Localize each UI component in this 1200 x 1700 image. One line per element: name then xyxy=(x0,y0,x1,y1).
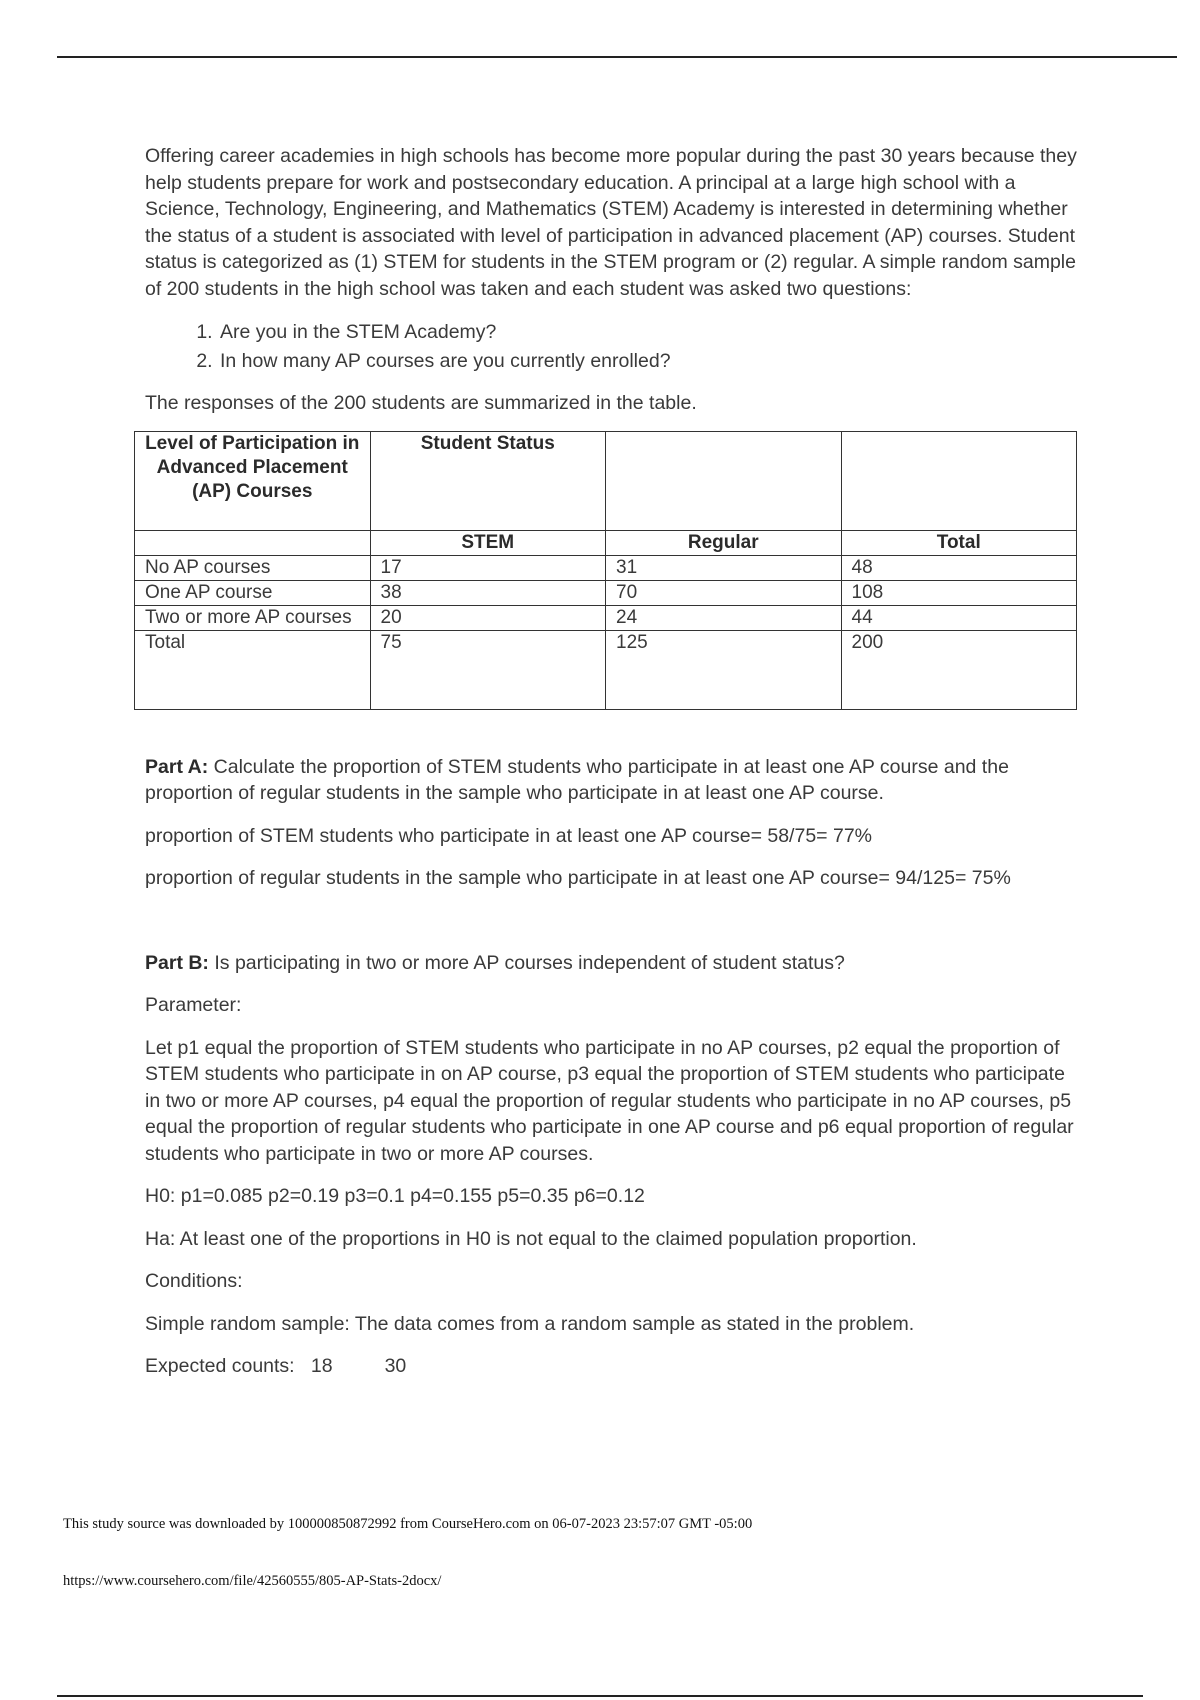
table-subheader-row xyxy=(135,530,1077,555)
null-hypothesis: H0: p1=0.085 p2=0.19 p3=0.1 p4=0.155 p5=0.35 p6=0.12 xyxy=(145,1185,645,1207)
cell-regular: 31 xyxy=(606,555,842,580)
row-label: No AP courses xyxy=(135,555,371,580)
cell-regular: 24 xyxy=(606,605,842,630)
table-row xyxy=(135,605,1077,630)
part-b-label: Part B: xyxy=(145,951,209,974)
top-rule xyxy=(57,56,1177,58)
col-header-stem: STEM xyxy=(370,530,606,555)
document-body xyxy=(145,143,1085,1380)
cell-stem: 20 xyxy=(370,605,606,630)
empty-header xyxy=(841,431,1077,530)
cell-total: 108 xyxy=(841,580,1077,605)
table-row xyxy=(135,555,1077,580)
question-list xyxy=(145,318,1085,376)
cell-stem: 38 xyxy=(370,580,606,605)
part-a-label: Part A: xyxy=(145,755,209,778)
expected-value: 18 xyxy=(310,1355,333,1377)
cell-stem: 17 xyxy=(370,555,606,580)
question-item: 2. In how many AP courses are you currently enrolled? xyxy=(218,347,1085,376)
expected-counts xyxy=(145,1353,1085,1380)
row-label: Total xyxy=(135,630,371,709)
parameter-heading: Parameter: xyxy=(145,994,242,1016)
part-b-question xyxy=(145,950,1085,977)
row-label: One AP course xyxy=(135,580,371,605)
group-header: Student Status xyxy=(370,431,606,530)
expected-value: 30 xyxy=(384,1355,407,1377)
table-row-total xyxy=(135,630,1077,709)
expected-label: Expected counts: xyxy=(145,1355,295,1377)
part-a-question xyxy=(145,754,1085,807)
cell-total: 44 xyxy=(841,605,1077,630)
part-a-answer-regular: proportion of regular students in the sample who participate in at least one AP course= 94/125= 75% xyxy=(145,867,1011,889)
source-url[interactable]: https://www.coursehero.com/file/42560555/805-AP-Stats-2docx/ xyxy=(63,1573,442,1589)
corner-header: Level of Participation in Advanced Placement (AP) Courses xyxy=(135,431,371,530)
cell-stem: 75 xyxy=(370,630,606,709)
responses-table xyxy=(134,431,1077,710)
empty-header xyxy=(606,431,842,530)
intro-paragraph: Offering career academies in high schools has become more popular during the past 30 years because they help students prepare for work and postsecondary education. A principal at a large high school with a Science, Technology, Engineering, and Mathematics (STEM) Academy is interested in determining whether the status of a student is associated with level of participation in advanced placement (AP) courses. Student status is categorized as (1) STEM for students in the STEM program or (2) regular. A simple random sample of 200 students in the high school was taken and each student was asked two questions: xyxy=(145,145,1077,300)
col-header-regular: Regular xyxy=(606,530,842,555)
empty-header xyxy=(135,530,371,555)
part-a-answer-stem: proportion of STEM students who participate in at least one AP course= 58/75= 77% xyxy=(145,824,873,847)
bottom-rule xyxy=(57,1695,1143,1697)
download-notice: This study source was downloaded by 100000850872992 from CourseHero.com on 06-07-2023 23:57:07 GMT -05:00 xyxy=(63,1516,753,1532)
cell-total: 200 xyxy=(841,630,1077,709)
table-intro: The responses of the 200 students are summarized in the table. xyxy=(145,392,697,414)
part-b-text: Is participating in two or more AP courses independent of student status? xyxy=(208,951,845,974)
cell-regular: 125 xyxy=(606,630,842,709)
alternative-hypothesis: Ha: At least one of the proportions in H0 is not equal to the claimed population proportion. xyxy=(145,1227,917,1250)
table-row xyxy=(135,580,1077,605)
srs-condition: Simple random sample: The data comes from a random sample as stated in the problem. xyxy=(145,1312,915,1335)
part-a-text: Calculate the proportion of STEM students who participate in at least one AP course and the proportion of regular students in the sample who participate in at least one AP course. xyxy=(145,755,1009,804)
row-label: Two or more AP courses xyxy=(135,605,371,630)
cell-regular: 70 xyxy=(606,580,842,605)
col-header-total: Total xyxy=(841,530,1077,555)
question-item: 1. Are you in the STEM Academy? xyxy=(218,318,1085,347)
cell-total: 48 xyxy=(841,555,1077,580)
table-header-row xyxy=(135,431,1077,530)
parameter-text: Let p1 equal the proportion of STEM students who participate in no AP courses, p2 equal the proportion of STEM students who participate in on AP course, p3 equal the proportion of STEM students who participate in two or more AP courses, p4 equal the proportion of regular students who participate in no AP courses, p5 equal the proportion of regular students who participate in one AP course and p6 equal proportion of regular students who participate in two or more AP courses. xyxy=(145,1036,1074,1165)
conditions-heading: Conditions: xyxy=(145,1270,243,1292)
